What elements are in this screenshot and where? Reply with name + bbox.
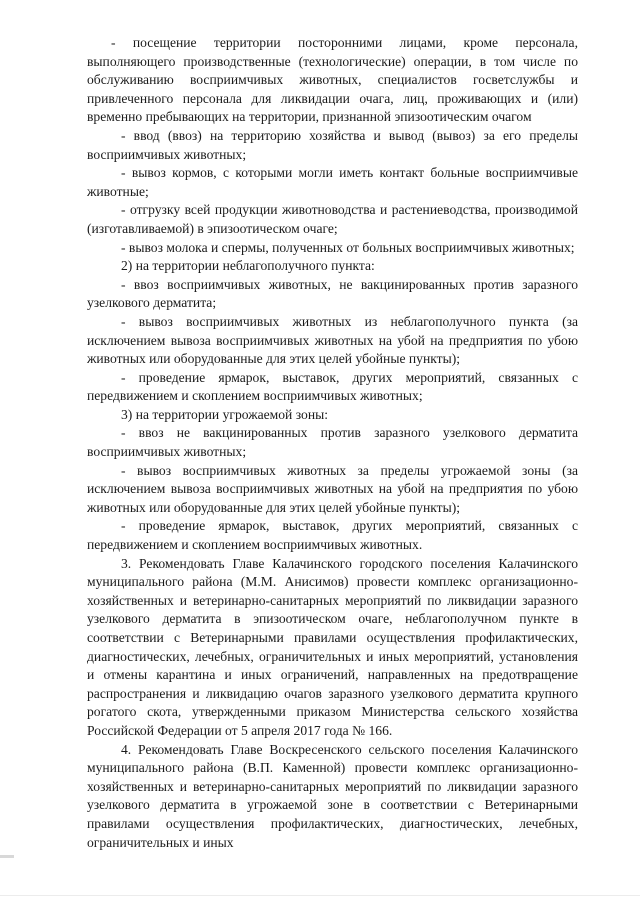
scan-artifact-edge (0, 895, 640, 896)
section-heading-unfavorable-point: 2) на территории неблагополучного пункта: (121, 258, 375, 274)
restriction-item-fairs: - проведение ярмарок, выставок, других мероприятий, связанных с передвижением и скоплением восприимчивых животных; (87, 369, 578, 404)
scan-artifact-mark (0, 855, 14, 858)
restriction-item-zone-fairs: - проведение ярмарок, выставок, других мероприятий, связанных с передвижением и скоплением восприимчивых животных. (87, 518, 578, 553)
restriction-item-animal-transport: - ввод (ввоз) на территорию хозяйства и вывод (вывоз) за его пределы восприимчивых животных; (87, 127, 578, 162)
clause-4-recommendation: 4. Рекомендовать Главе Воскресенского сельского поселения Калачинского муниципального района (В.П. Каменной) провести комплекс организационно-хозяйственных и ветеринарно-санитарных мероприятий по ликвидации заразного узелкового дерматита в угрожаемой зоне в соответствии с Ветеринарными правилами осуществления профилактических, диагностических, лечебных, ограничительных и иных (87, 741, 578, 850)
restriction-item-zone-unvaccinated-import: - ввоз не вакцинированных против заразного узелкового дерматита восприимчивых животных; (87, 425, 578, 460)
restriction-item-feed: - вывоз кормов, с которыми могли иметь контакт больные восприимчивые животные; (87, 165, 578, 199)
restriction-item-zone-export: - вывоз восприимчивых животных за пределы угрожаемой зоны (за исключением вывоза восприимчивых животных на убой на предприятия по убою животных или оборудованные для этих целей убойные пункты); (87, 462, 578, 515)
restriction-item-visitors: - посещение территории посторонними лицами, кроме персонала, выполняющего производственные (технологические) операции, в том числе по обслуживанию восприимчивых животных, специалистов госветслужбы и привлеченного персонала для ликвидации очага, лиц, проживающих и (или) временно пребывающих на территории, признанной эпизоотическим очагом (87, 35, 578, 125)
restriction-item-products: - отгрузку всей продукции животноводства и растениеводства, производимой (изготавливаемой) в эпизоотическом очаге; (87, 202, 578, 236)
document-page (87, 34, 578, 852)
restriction-item-unvaccinated-import: - ввоз восприимчивых животных, не вакцинированных против заразного узелкового дерматита; (87, 276, 578, 311)
restriction-item-export-from-point: - вывоз восприимчивых животных из неблагополучного пункта (за исключением вывоза восприимчивых животных на убой на предприятия по убою животных или оборудованные для этих целей убойные пункты); (87, 313, 578, 367)
restriction-item-milk-sperm: - вывоз молока и спермы, полученных от больных восприимчивых животных; (121, 239, 575, 255)
section-heading-threatened-zone: 3) на территории угрожаемой зоны: (121, 406, 329, 422)
clause-3-recommendation: 3. Рекомендовать Главе Калачинского городского поселения Калачинского муниципального района (М.М. Анисимов) провести комплекс организационно-хозяйственных и ветеринарно-санитарных мероприятий по ликвидации заразного узелкового дерматита в эпизоотическом очаге, неблагополучном пункте в соответствии с Ветеринарными правилами осуществления профилактических, диагностических, лечебных, ограничительных и иных мероприятий, установления и отмены карантина и иных ограничений, направленных на предотвращение распространения и ликвидацию очагов заразного узелкового дерматита крупного рогатого скота, утвержденными приказом Министерства сельского хозяйства Российской Федерации от 5 апреля 2017 года № 166. (87, 555, 578, 738)
